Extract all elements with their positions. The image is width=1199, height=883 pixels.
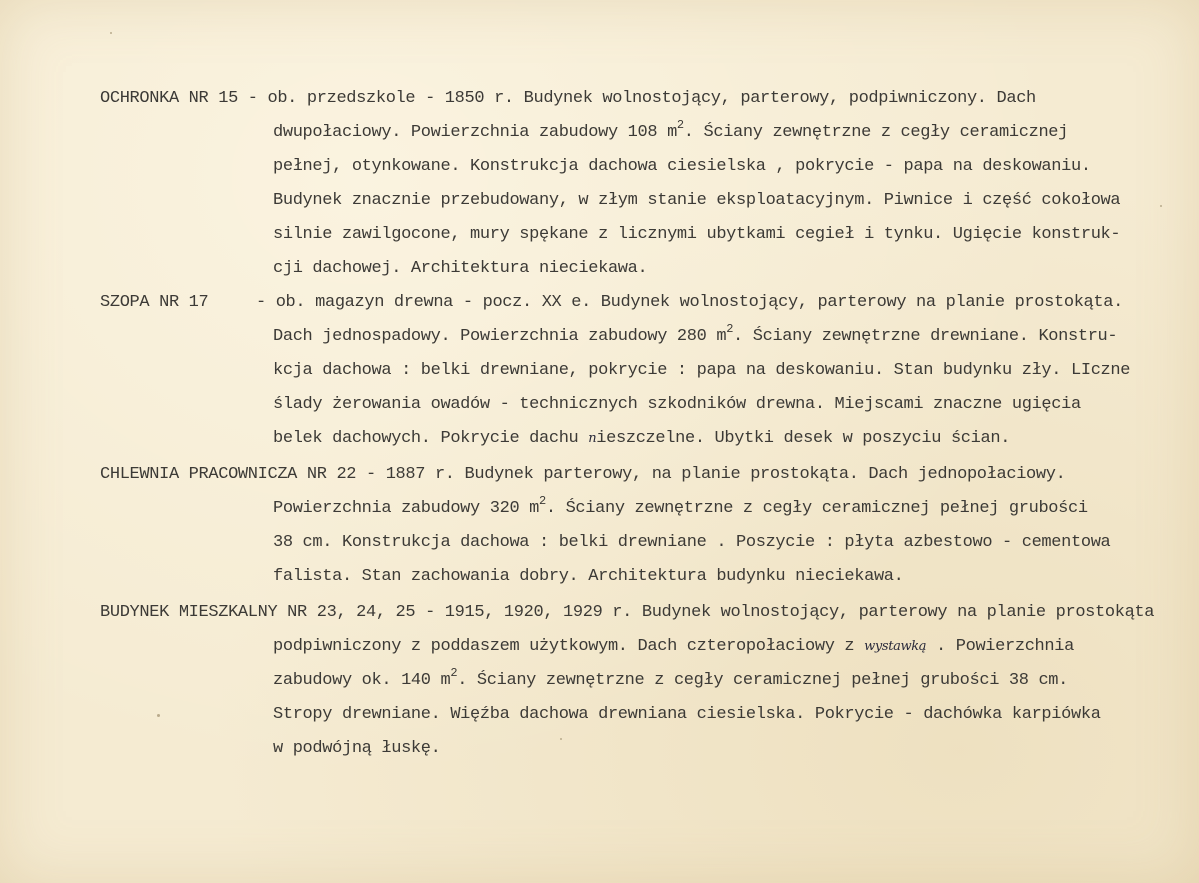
entry-1-line-1: OCHRONKA NR 15 - ob. przedszkole - 1850 r. Budynek wolnostojący, parterowy, podpiwniczony. Dach [100, 89, 1036, 108]
entry-4-line-2 [273, 637, 1074, 657]
entry-4-line-1: BUDYNEK MIESZKALNY NR 23, 24, 25 - 1915, 1920, 1929 r. Budynek wolnostojący, parterowy na planie prostokąta [100, 603, 1155, 622]
entry-2-line-2-text: Dach jednospadowy. Powierzchnia zabudowy 280 m [273, 327, 727, 346]
entry-2-line-2 [273, 322, 1118, 347]
entry-4-line-2-tail: . Powierzchnia [926, 637, 1074, 656]
entry-2-line-4: ślady żerowania owadów - technicznych szkodników drewna. Miejscami znaczne ugięcia [273, 395, 1081, 414]
entry-4-line-5: w podwójną łuskę. [273, 739, 441, 758]
entry-3-line-2-text: Powierzchnia zabudowy 320 m [273, 499, 539, 518]
entry-2-line-5-tail: ieszczelne. Ubytki desek w poszyciu ścian. [596, 429, 1011, 448]
entry-3-line-1: CHLEWNIA PRACOWNICZA NR 22 - 1887 r. Budynek parterowy, na planie prostokąta. Dach jednopołaciowy. [100, 465, 1066, 484]
entry-1-line-3: pełnej, otynkowane. Konstrukcja dachowa ciesielska , pokrycie - papa na deskowaniu. [273, 157, 1091, 176]
paper-speck [110, 32, 112, 34]
entry-4-handwritten-word: wystawką [864, 639, 927, 654]
entry-2-label: SZOPA NR 17 [100, 293, 209, 312]
paper-speck [1160, 205, 1162, 207]
entry-2-line-3: kcja dachowa : belki drewniane, pokrycie : papa na deskowaniu. Stan budynku zły. LIczne [273, 361, 1131, 380]
entry-2-handwritten-correction: n [588, 431, 597, 446]
entry-1-line-2-tail: . Ściany zewnętrzne z cegły ceramicznej [683, 123, 1068, 142]
entry-1-line-2 [273, 118, 1068, 143]
entry-4-line-3-tail: . Ściany zewnętrzne z cegły ceramicznej pełnej grubości 38 cm. [457, 671, 1069, 690]
entry-3-line-2 [273, 494, 1088, 519]
entry-3-line-3: 38 cm. Konstrukcja dachowa : belki drewniane . Poszycie : płyta azbestowo - cementowa [273, 533, 1111, 552]
entry-4-line-4: Stropy drewniane. Więźba dachowa drewniana ciesielska. Pokrycie - dachówka karpiówka [273, 705, 1101, 724]
entry-2-line-1: - ob. magazyn drewna - pocz. XX e. Budynek wolnostojący, parterowy na planie prostokąta. [256, 293, 1123, 312]
entry-4-line-2-text: podpiwniczony z poddaszem użytkowym. Dach czteropołaciowy z [273, 637, 865, 656]
entry-1-line-6: cji dachowej. Architektura nieciekawa. [273, 259, 648, 278]
entry-3-line-4: falista. Stan zachowania dobry. Architektura budynku nieciekawa. [273, 567, 904, 586]
entry-4-line-3-text: zabudowy ok. 140 m [273, 671, 451, 690]
entry-4-line-3 [273, 666, 1069, 691]
entry-2-line-5 [273, 429, 1010, 449]
paper-speck [560, 738, 562, 740]
entry-2-line-5-text: belek dachowych. Pokrycie dachu [273, 429, 589, 448]
entry-3-area-superscript: 2 [539, 494, 546, 508]
entry-1-line-5: silnie zawilgocone, mury spękane z licznymi ubytkami cegieł i tynku. Ugięcie konstruk- [273, 225, 1121, 244]
paper-speck [157, 714, 160, 717]
entry-1-area-superscript: 2 [676, 118, 684, 132]
entry-3-line-2-tail: . Ściany zewnętrzne z cegły ceramicznej pełnej grubości [545, 499, 1088, 518]
entry-1-line-2-text: dwupołaciowy. Powierzchnia zabudowy 108 m [273, 123, 677, 142]
entry-2-line-2-tail: . Ściany zewnętrzne drewniane. Konstru- [733, 327, 1118, 346]
entry-4-area-superscript: 2 [450, 666, 458, 680]
entry-2-area-superscript: 2 [726, 322, 734, 336]
entry-1-line-4: Budynek znacznie przebudowany, w złym stanie eksploatacyjnym. Piwnice i część cokołowa [273, 191, 1121, 210]
